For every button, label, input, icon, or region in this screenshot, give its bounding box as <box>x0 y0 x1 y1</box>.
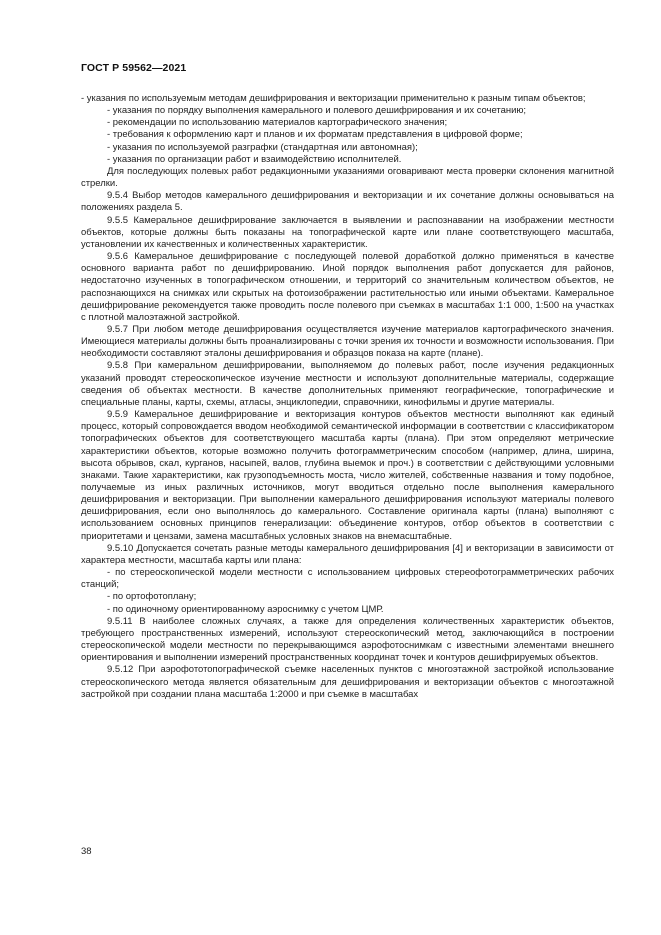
paragraph: 9.5.5 Камеральное дешифрирование заключается в выявлении и распознавании на изображении местности объектов, которые должны быть показаны на топографической карте или плане соответствующего масштаба, установлении их качественных и количественных характеристик. <box>81 214 614 250</box>
list-item: - рекомендации по использованию материалов картографического значения; <box>107 117 448 129</box>
list-item: - указания по используемой разграфки (стандартная или автономная); <box>107 141 418 153</box>
paragraph: 9.5.11 В наиболее сложных случаях, а также для определения количественных характеристик объектов, требующего пространственных измерений, используют стереоскопический метод, заключающийся в построении стереоскопической модели местности по перекрывающимся аэрофотоснимкам с известными элементами внешнего ориентирования и выполнении измерений пространственных координат точек и контуров дешифрируемых объектов. <box>81 615 614 664</box>
page-number: 38 <box>81 846 92 857</box>
paragraph: - указания по используемым методам дешифрирования и векторизации применительно к разным типам объектов; <box>81 93 586 104</box>
list-item: - по стереоскопической модели местности с использованием цифровых стереофотограмметрических рабочих станций; <box>81 567 614 591</box>
paragraph: 9.5.6 Камеральное дешифрирование с последующей полевой доработкой должно применяться в качестве основного варианта работ по дешифрированию. Иной порядок выполнения работ допускается для районов, недостаточно изученных в топографическом отношении, и территорий со значительным количеством объектов, не распознающихся на снимках или скрытых на фотоизображении растительностью или иными объектами. Камеральное дешифрирование рекомендуется также проводить после полевого при съемках в масштабах 1:1 000, 1:500 на участках с плотной малоэтажной застройкой. <box>81 251 614 323</box>
list-item: - по одиночному ориентированному аэроснимку с учетом ЦМР. <box>107 603 384 615</box>
paragraph: 9.5.7 При любом методе дешифрирования осуществляется изучение материалов картографического значения. Имеющиеся материалы должны быть проанализированы с точки зрения их точности и возможности использования. При необходимости составляют эталоны дешифрирования и образцов показа на карте (плане). <box>81 323 614 360</box>
list-item: - указания по организации работ и взаимодействию исполнителей. <box>107 153 402 165</box>
paragraph: 9.5.8 При камеральном дешифрировании, выполняемом до полевых работ, после изучения редакционных указаний проводят стереоскопическое изучение местности и используют дополнительные материалы, содержащие сведения об объектах местности. В качестве дополнительных применяют географические, топографические и специальные планы, карты, схемы, атласы, энциклопедии, справочники, кинофильмы и другие материалы. <box>81 360 614 408</box>
paragraph: 9.5.10 Допускается сочетать разные методы камерального дешифрирования [4] и векторизации в зависимости от характера местности, масштаба карты или плана: <box>81 542 614 566</box>
paragraph: 9.5.9 Камеральное дешифрирование и векторизация контуров объектов местности выполняют как единый процесс, который сопровождается вводом необходимой семантической информации в соответствии с классификатором топографических объектов для соответствующего масштаба карты (плана). При этом определяют метрические характеристики объектов, которые возможно получить фотограмметрическим способом (например, длина, ширина, высота обрывов, скал, курганов, насыпей, валов, глубина выемок и проч.) в соответствии с действующими условными знаками. Такие характеристики, как грузоподъемность моста, число жителей, собственные названия и тому подобное, получаемые из иных различных источников, могут вводиться отдельно после выполнения камерального дешифрирования и векторизации. При выполнении камерального дешифрирования используют материалы полевого дешифрирования, если оно выполнялось до камерального. Составление оригинала карты (плана) выполняют с использованием основных принципов генерализации: объединение контуров, отбор объектов в соответствии с приоритетами и цензами, замена масштабных условных знаков на внемасштабные. <box>81 409 614 542</box>
paragraph: 9.5.4 Выбор методов камерального дешифрирования и векторизации и их сочетание должны основываться на положениях раздела 5. <box>81 190 614 214</box>
standard-designation: ГОСТ Р 59562—2021 <box>81 62 187 74</box>
list-item: - требования к оформлению карт и планов и их форматам представления в цифровой форме; <box>107 129 523 141</box>
list-item: - по ортофотоплану; <box>107 591 197 603</box>
paragraph: 9.5.12 При аэрофототопографической съемке населенных пунктов с многоэтажной застройкой использование стереоскопического метода является обязательным для дешифрирования и векторизации объектов с многоэтажной застройкой при создании плана масштаба 1:2000 и при съемке в масштабах <box>81 664 614 700</box>
paragraph: Для последующих полевых работ редакционными указаниями оговаривают места проверки склонения магнитной стрелки. <box>81 165 614 190</box>
list-item: - указания по порядку выполнения камерального и полевого дешифрирования и их сочетанию; <box>107 105 527 117</box>
document-body <box>81 93 614 701</box>
